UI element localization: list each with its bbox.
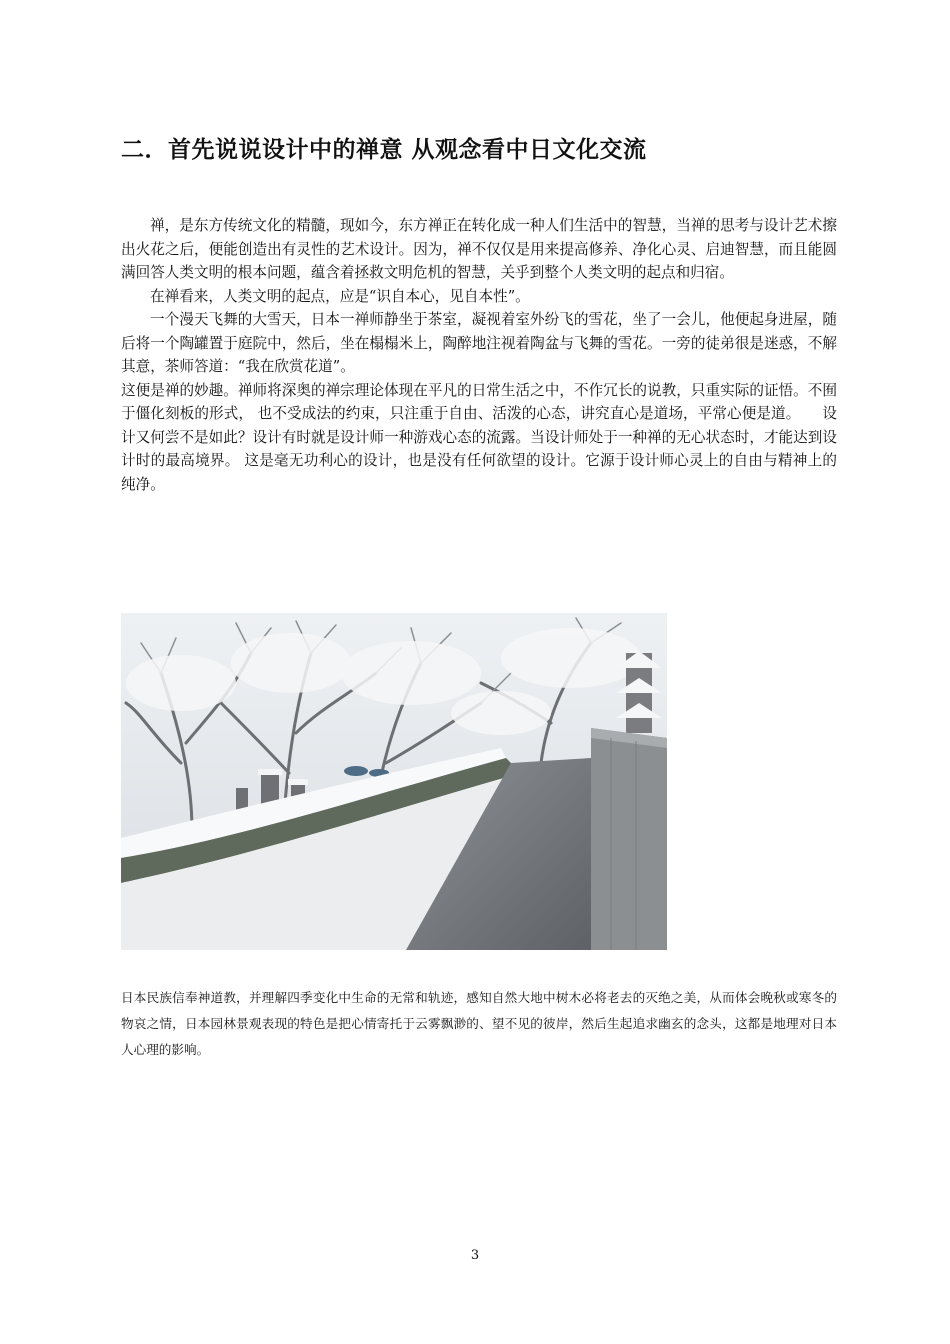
section-heading: 二．首先说说设计中的禅意 从观念看中日文化交流: [121, 137, 647, 163]
body-text: [121, 214, 837, 496]
snow-garden-illustration: [121, 613, 667, 950]
page-number: 3: [470, 1248, 480, 1263]
paragraph-zen-intro: 禅，是东方传统文化的精髓，现如今，东方禅正在转化成一种人们生活中的智慧，当禅的思考与设计艺术擦出火花之后，便能创造出有灵性的艺术设计。因为，禅不仅仅是用来提高修养、净化心灵、启迪智慧，而且能圆满回答人类文明的根本问题，蕴含着拯救文明危机的智慧，关乎到整个人类文明的起点和归宿。: [121, 217, 837, 281]
paragraph-snow-story: 一个漫天飞舞的大雪天，日本一禅师静坐于茶室，凝视着室外纷飞的雪花，坐了一会儿，他便起身进屋，随后将一个陶罐置于庭院中，然后，坐在榻榻米上，陶醉地注视着陶盆与飞舞的雪花。一旁的徒弟很是迷惑，不解其意，茶师答道：“我在欣赏花道”。: [121, 311, 837, 375]
photo-caption: 日本民族信奉神道教，并理解四季变化中生命的无常和轨迹，感知自然大地中树木必将老去的灭绝之美，从而体会晚秋或寒冬的物哀之情，日本园林景观表现的特色是把心情寄托于云雾飘渺的、望不见的彼岸，然后生起追求幽玄的念头，这都是地理对日本人心理的影响。: [121, 990, 837, 1057]
snow-garden-photo: [121, 613, 667, 950]
paragraph-zen-origin: 在禅看来，人类文明的起点，应是“识自本心，见自本性”。: [150, 287, 530, 305]
paragraph-zen-design: 这便是禅的妙趣。禅师将深奥的禅宗理论体现在平凡的日常生活之中，不作冗长的说教，只重实际的证悟。不囿于僵化刻板的形式， 也不受成法的约束，只注重于自由、活泼的心态，讲究直心是道场，平常心便是道。 设计又何尝不是如此？设计有时就是设计师一种游戏心态的流露。当设计师处于一种禅的无心状态时，才能达到设计时的最高境界。 这是毫无功利心的设计，也是没有任何欲望的设计。它源于设计师心灵上的自由与精神上的纯净。: [121, 381, 837, 493]
